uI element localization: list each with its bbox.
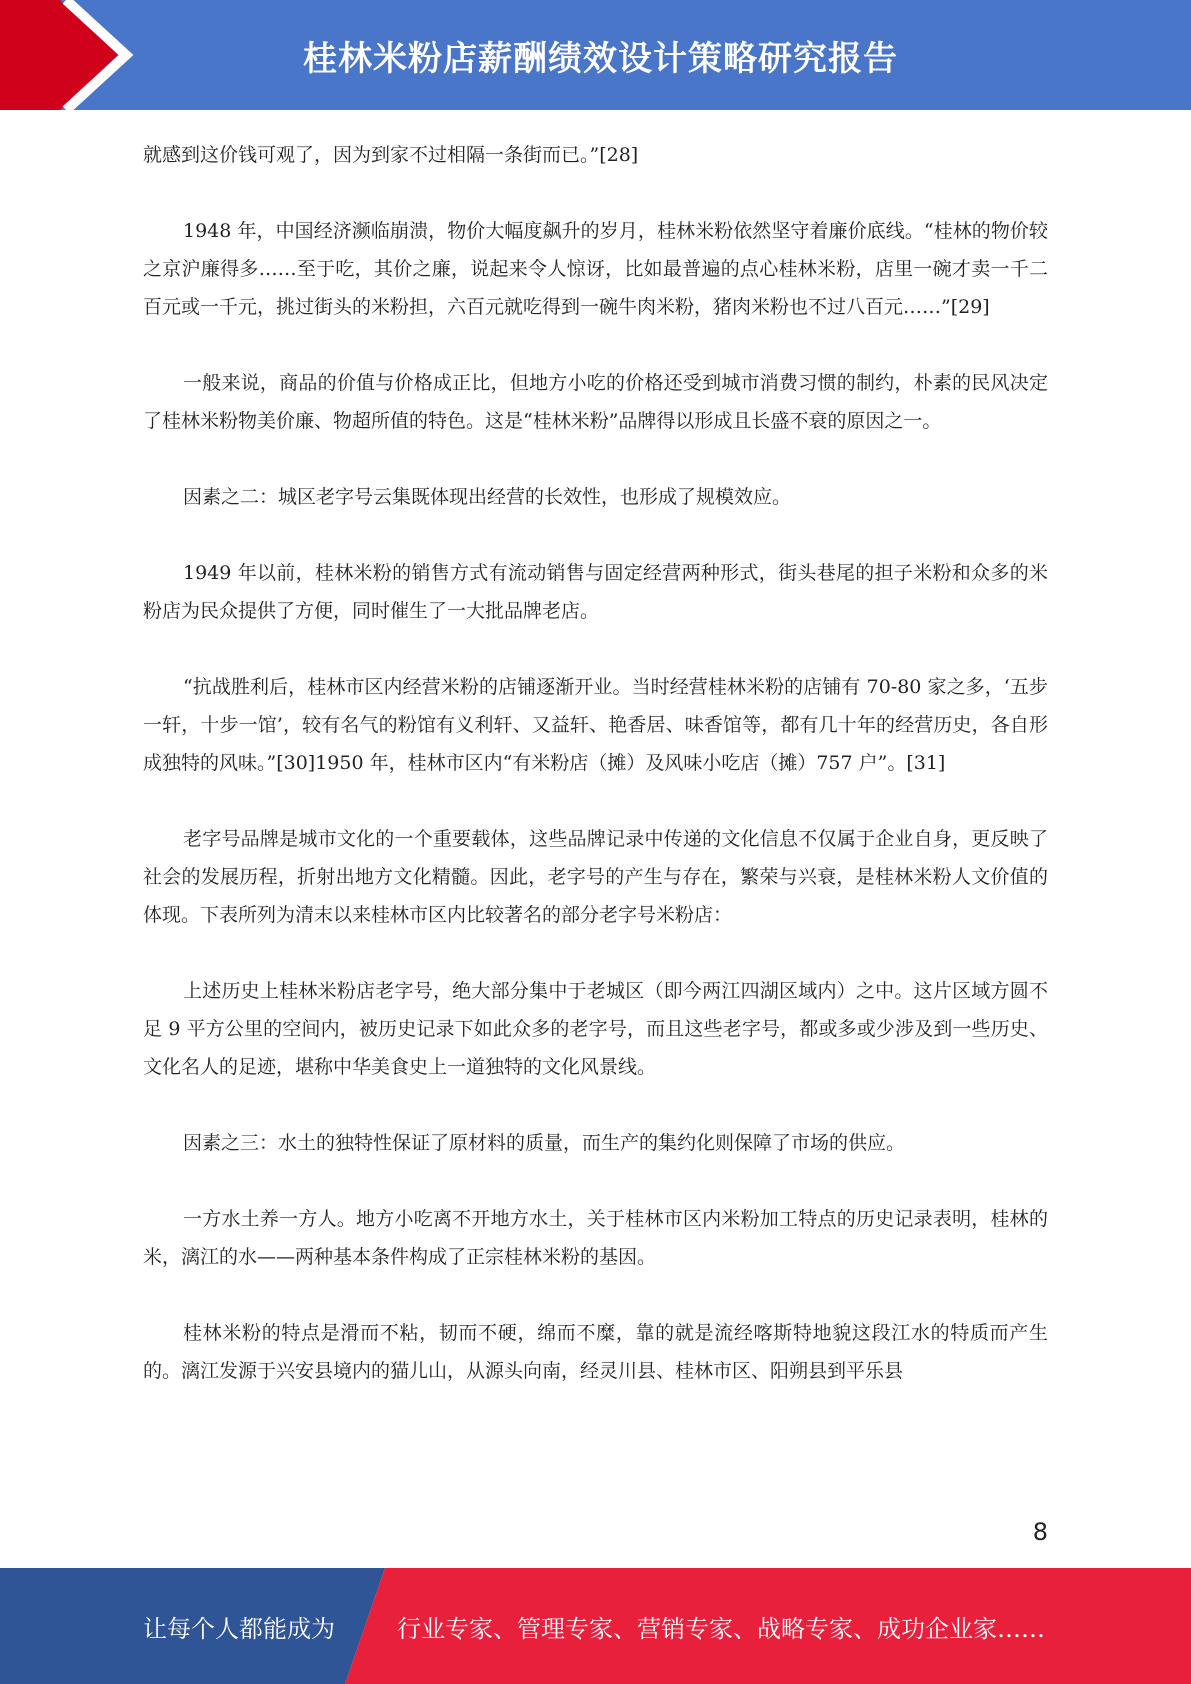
paragraph: 因素之二：城区老字号云集既体现出经营的长效性，也形成了规模效应。	[183, 486, 792, 508]
footer-slogan-left: 让每个人都能成为	[143, 1614, 335, 1643]
footer-bar	[0, 1568, 1191, 1684]
header-bar	[0, 0, 1191, 110]
paragraph: “抗战胜利后，桂林市区内经营米粉的店铺逐渐开业。当时经营桂林米粉的店铺有 70-80 家之多，‘五步一轩，十步一馆’，较有名气的粉馆有义利轩、又益轩、艳香居、味香馆等，都有几十年的经营历史，各自形成独特的风味。”[30]1950 年，桂林市区内“有米粉店（摊）及风味小吃店（摊）757 户”。[31]	[143, 676, 1048, 774]
paragraph: 1949 年以前，桂林米粉的销售方式有流动销售与固定经营两种形式，街头巷尾的担子米粉和众多的米粉店为民众提供了方便，同时催生了一大批品牌老店。	[143, 562, 1048, 622]
paragraph: 桂林米粉的特点是滑而不粘，韧而不硬，绵而不糜，靠的就是流经喀斯特地貌这段江水的特质而产生的。漓江发源于兴安县境内的猫儿山，从源头向南，经灵川县、桂林市区、阳朔县到平乐县	[143, 1322, 1048, 1382]
document-body	[143, 136, 1048, 1428]
document-title: 桂林米粉店薪酬绩效设计策略研究报告	[303, 38, 898, 79]
paragraph: 一方水土养一方人。地方小吃离不开地方水土，关于桂林市区内米粉加工特点的历史记录表明，桂林的米，漓江的水——两种基本条件构成了正宗桂林米粉的基因。	[143, 1208, 1048, 1268]
paragraph: 老字号品牌是城市文化的一个重要载体，这些品牌记录中传递的文化信息不仅属于企业自身，更反映了社会的发展历程，折射出地方文化精髓。因此，老字号的产生与存在，繁荣与兴衰，是桂林米粉人文价值的体现。下表所列为清末以来桂林市区内比较著名的部分老字号米粉店：	[143, 828, 1048, 926]
paragraph: 因素之三：水土的独特性保证了原材料的质量，而生产的集约化则保障了市场的供应。	[183, 1132, 906, 1154]
paragraph: 就感到这价钱可观了，因为到家不过相隔一条街而已。”[28]	[143, 144, 639, 166]
footer-slogan-right: 行业专家、管理专家、营销专家、战略专家、成功企业家……	[397, 1614, 1045, 1643]
header-chevron-decoration	[0, 0, 150, 110]
page-number: 8	[1032, 1518, 1048, 1546]
paragraph: 一般来说，商品的价值与价格成正比，但地方小吃的价格还受到城市消费习惯的制约，朴素的民风决定了桂林米粉物美价廉、物超所值的特色。这是“桂林米粉”品牌得以形成且长盛不衰的原因之一。	[143, 372, 1048, 432]
paragraph: 上述历史上桂林米粉店老字号，绝大部分集中于老城区（即今两江四湖区域内）之中。这片区域方圆不足 9 平方公里的空间内，被历史记录下如此众多的老字号，而且这些老字号，都或多或少涉及到一些历史、文化名人的足迹，堪称中华美食史上一道独特的文化风景线。	[143, 980, 1048, 1078]
paragraph: 1948 年，中国经济濒临崩溃，物价大幅度飙升的岁月，桂林米粉依然坚守着廉价底线。“桂林的物价较之京沪廉得多……至于吃，其价之廉，说起来令人惊讶，比如最普遍的点心桂林米粉，店里一碗才卖一千二百元或一千元，挑过街头的米粉担，六百元就吃得到一碗牛肉米粉，猪肉米粉也不过八百元……”[29]	[143, 220, 1048, 318]
